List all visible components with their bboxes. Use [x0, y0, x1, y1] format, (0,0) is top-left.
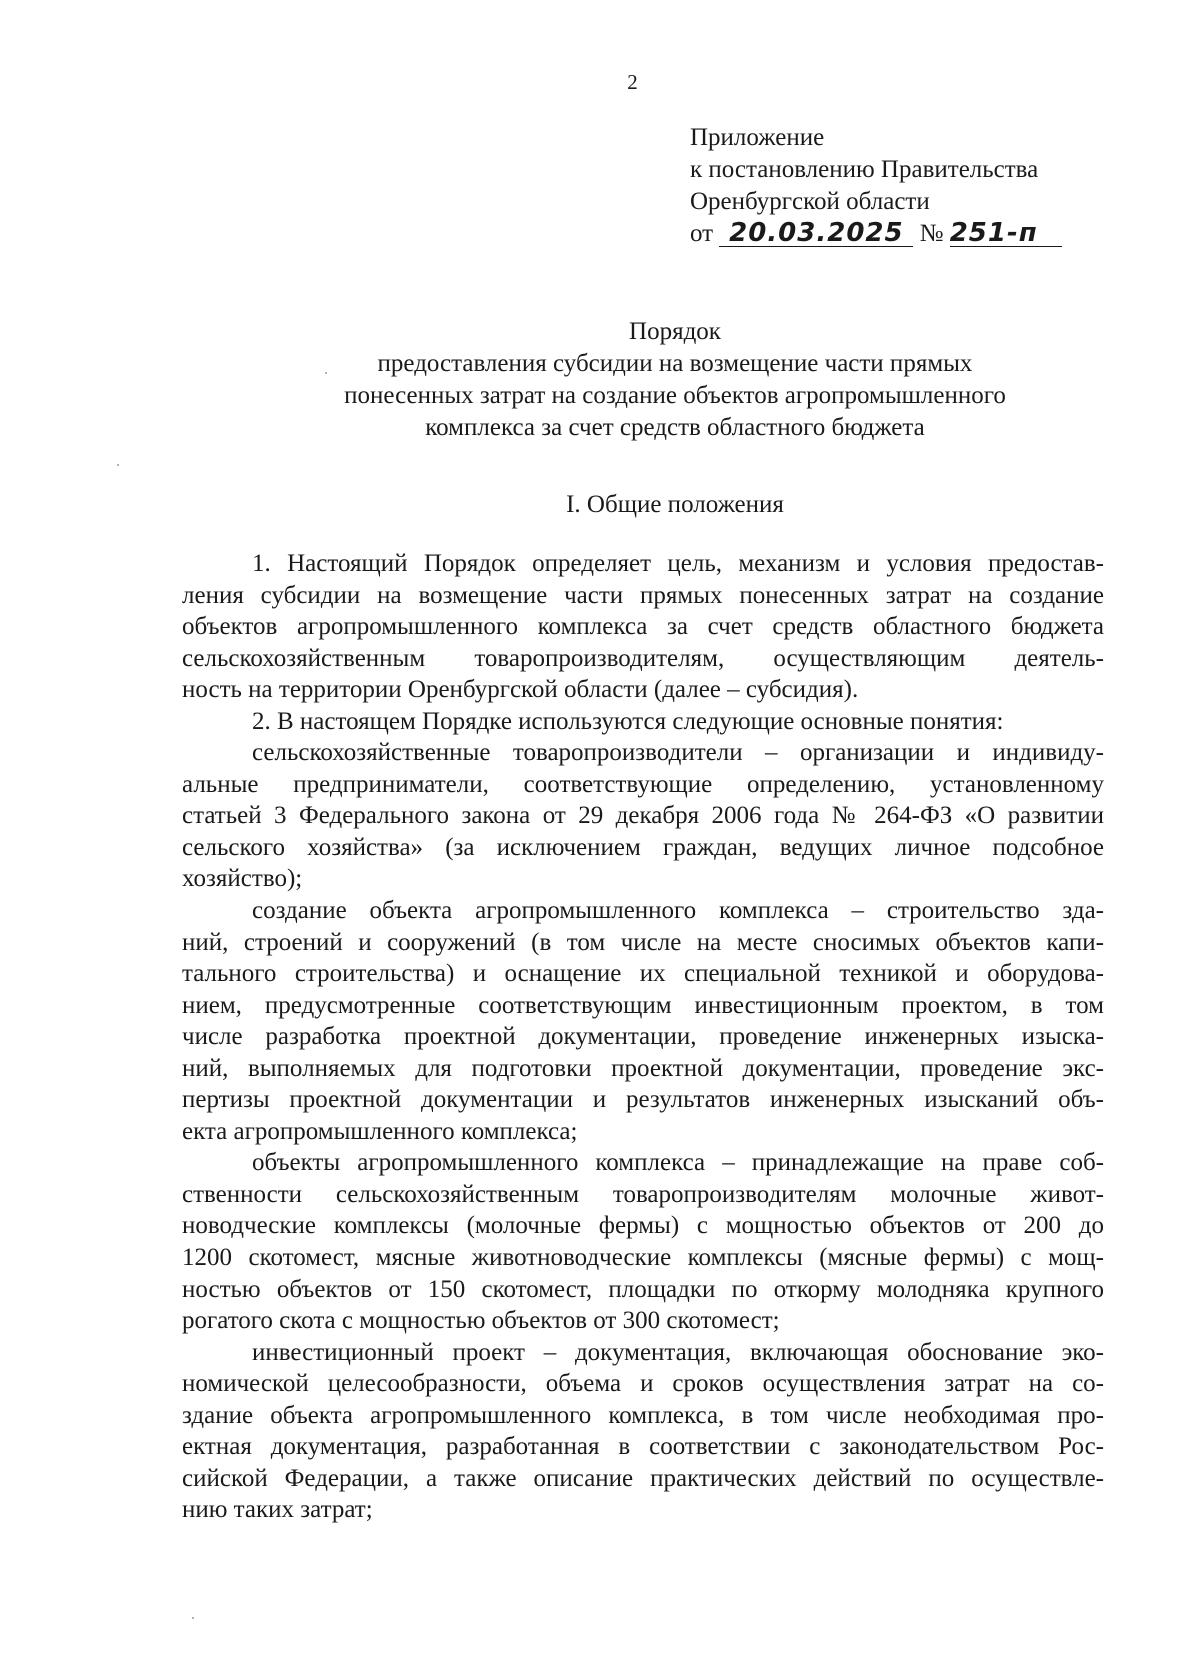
appendix-date-number-line	[690, 218, 1062, 250]
body-line: 1. Настоящий Порядок определяет цель, механизм и условия предостав-	[252, 550, 1104, 577]
body-line: сельскохозяйственные товаропроизводители – организации и индивиду-	[252, 739, 1104, 767]
body-line: новодческие комплексы (молочные фермы) с мощностью объектов от 200 до	[182, 1212, 1104, 1240]
body-line: 2. В настоящем Порядке используются следующие основные понятия:	[252, 707, 1004, 735]
date-prefix: от	[690, 220, 714, 247]
appendix-reference: к постановлению Правительства	[690, 156, 1039, 183]
title-line-1: Порядок	[629, 318, 721, 345]
handwritten-number: 251-п	[950, 220, 1062, 247]
section-heading: I. Общие положения	[566, 491, 784, 518]
title-line-3: понесенных затрат на создание объектов агропромышленного	[344, 382, 1006, 409]
body-line: тального строительства) и оснащение их специальной техникой и оборудова-	[182, 960, 1104, 988]
appendix-region: Оренбургской области	[690, 188, 930, 215]
handwritten-date: 20.03.2025	[719, 220, 913, 247]
body-line: ний, строений и сооружений (в том числе на месте сносимых объектов капи-	[182, 928, 1104, 956]
body-line: числе разработка проектной документации, проведение инженерных изыска-	[182, 1023, 1104, 1051]
body-line: ний, выполняемых для подготовки проектной документации, проведение экс-	[182, 1054, 1104, 1082]
body-line: ектная документация, разработанная в соответствии с законодательством Рос-	[182, 1433, 1104, 1461]
number-sign: №	[919, 220, 944, 247]
body-line: ностью объектов от 150 скотомест, площадки по откорму молодняка крупного	[182, 1275, 1104, 1303]
body-line: номической целесообразности, объема и сроков осуществления затрат на со-	[182, 1370, 1104, 1398]
body-line: нием, предусмотренные соответствующим инвестиционным проектом, в том	[182, 991, 1104, 1019]
body-line: ления субсидии на возмещение части прямых понесенных затрат на создание	[182, 581, 1104, 609]
body-line: хозяйство);	[182, 865, 303, 893]
body-line: пертизы проектной документации и результатов инженерных изысканий объ-	[182, 1086, 1104, 1114]
appendix-title: Приложение	[690, 124, 825, 151]
scan-speck	[117, 464, 119, 466]
body-line: сийской Федерации, а также описание практических действий по осуществле-	[182, 1464, 1104, 1492]
body-line: статьей 3 Федерального закона от 29 декабря 2006 года № 264-ФЗ «О развитии	[182, 802, 1104, 830]
body-line: сельского хозяйства» (за исключением граждан, ведущих личное подсобное	[182, 833, 1104, 861]
appendix-block	[690, 122, 1062, 250]
page-number: 2	[627, 70, 638, 94]
body-line: объекты агропромышленного комплекса – принадлежащие на праве соб-	[252, 1149, 1104, 1177]
scan-speck	[192, 1617, 194, 1619]
document-title	[250, 316, 1100, 444]
body-line: 1200 скотомест, мясные животноводческие комплексы (мясные фермы) с мощ-	[182, 1244, 1104, 1272]
body-text	[182, 548, 1104, 1526]
title-line-2: предоставления субсидии на возмещение части прямых	[377, 350, 973, 377]
body-line: ность на территории Оренбургской области (далее – субсидия).	[182, 676, 859, 704]
title-line-4: комплекса за счет средств областного бюджета	[425, 414, 925, 441]
scan-speck	[325, 372, 327, 374]
body-line: сельскохозяйственным товаропроизводителям, осуществляющим деятель-	[182, 644, 1104, 672]
body-line: рогатого скота с мощностью объектов от 300 скотомест;	[182, 1307, 780, 1335]
body-line: инвестиционный проект – документация, включающая обоснование эко-	[252, 1338, 1104, 1366]
body-line: альные предприниматели, соответствующие определению, установленному	[182, 770, 1104, 798]
body-line: нию таких затрат;	[182, 1496, 373, 1524]
body-line: создание объекта агропромышленного комплекса – строительство зда-	[252, 897, 1104, 925]
body-line: ственности сельскохозяйственным товаропроизводителям молочные живот-	[182, 1180, 1104, 1208]
body-line: объектов агропромышленного комплекса за счет средств областного бюджета	[182, 613, 1104, 641]
body-line: здание объекта агропромышленного комплекса, в том числе необходимая про-	[182, 1401, 1104, 1429]
body-line: екта агропромышленного комплекса;	[182, 1117, 578, 1145]
